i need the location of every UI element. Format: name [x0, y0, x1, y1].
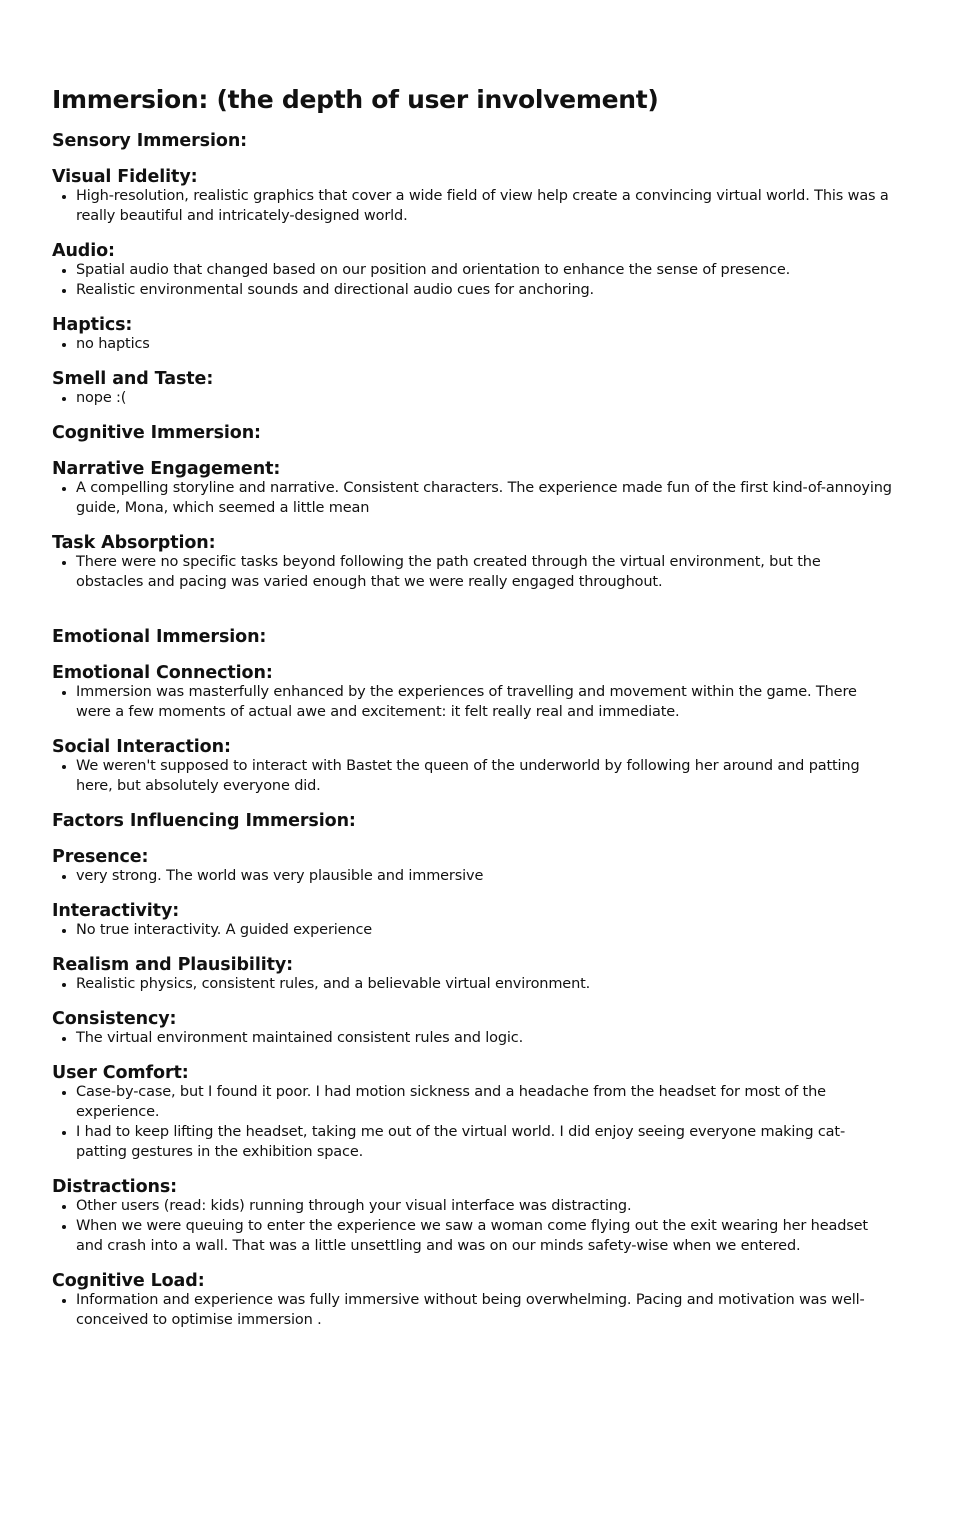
- bullet-list: [52, 756, 892, 796]
- subsection-heading: Realism and Plausibility:: [52, 955, 294, 975]
- list-item: • Case-by-case, but I found it poor. I had motion sickness and a headache from the headset for most of the experience.: [76, 1082, 892, 1122]
- subsection-block: [52, 1270, 892, 1330]
- subsection-block: [52, 1062, 892, 1162]
- page-title: Immersion: (the depth of user involvement): [52, 85, 659, 114]
- list-item: • Other users (read: kids) running through your visual interface was distracting.: [76, 1196, 892, 1216]
- list-item: • Information and experience was fully immersive without being overwhelming. Pacing and motivation was well-conceived to optimise immersion .: [76, 1290, 892, 1330]
- subsection-block: [52, 458, 892, 518]
- section-heading: Cognitive Immersion:: [52, 423, 261, 443]
- list-item: • When we were queuing to enter the experience we saw a woman come flying out the exit wearing her headset and crash into a wall. That was a little unsettling and was on our minds safety-wise when we entered.: [76, 1216, 892, 1256]
- bullet-list: [52, 1082, 892, 1162]
- subsection-heading: Narrative Engagement:: [52, 459, 281, 479]
- bullet-list: [52, 682, 892, 722]
- list-item: • High-resolution, realistic graphics that cover a wide field of view help create a convincing virtual world. This was a really beautiful and intricately-designed world.: [76, 186, 892, 226]
- subsection-block: [52, 240, 892, 300]
- list-item: • nope :(: [76, 388, 892, 408]
- section-heading-block: [52, 810, 892, 832]
- section-heading: Emotional Immersion:: [52, 627, 267, 647]
- bullet-list: [52, 1290, 892, 1330]
- spacer: [52, 606, 892, 626]
- section-heading: Sensory Immersion:: [52, 131, 248, 151]
- subsection-heading: Emotional Connection:: [52, 663, 273, 683]
- bullet-list: [52, 334, 892, 354]
- subsection-block: [52, 900, 892, 940]
- list-item: • very strong. The world was very plausible and immersive: [76, 866, 892, 886]
- sections-container: [52, 130, 892, 1330]
- subsection-block: [52, 846, 892, 886]
- subsection-block: [52, 662, 892, 722]
- bullet-list: [52, 478, 892, 518]
- subsection-heading: Smell and Taste:: [52, 369, 214, 389]
- subsection-heading: Audio:: [52, 241, 115, 261]
- bullet-list: [52, 1196, 892, 1256]
- subsection-heading: Cognitive Load:: [52, 1271, 205, 1291]
- list-item: • There were no specific tasks beyond following the path created through the virtual environment, but the obstacles and pacing was varied enough that we were really engaged throughout.: [76, 552, 892, 592]
- subsection-block: [52, 1176, 892, 1256]
- list-item: • A compelling storyline and narrative. Consistent characters. The experience made fun of the first kind-of-annoying guide, Mona, which seemed a little mean: [76, 478, 892, 518]
- document: [52, 84, 892, 1344]
- subsection-heading: Consistency:: [52, 1009, 177, 1029]
- bullet-list: [52, 920, 892, 940]
- subsection-heading: User Comfort:: [52, 1063, 189, 1083]
- bullet-list: [52, 974, 892, 994]
- subsection-block: [52, 368, 892, 408]
- bullet-list: [52, 260, 892, 300]
- subsection-heading: Task Absorption:: [52, 533, 216, 553]
- list-item: • Spatial audio that changed based on our position and orientation to enhance the sense of presence.: [76, 260, 892, 280]
- subsection-heading: Social Interaction:: [52, 737, 231, 757]
- subsection-block: [52, 314, 892, 354]
- list-item: • Realistic physics, consistent rules, and a believable virtual environment.: [76, 974, 892, 994]
- bullet-list: [52, 866, 892, 886]
- subsection-block: [52, 166, 892, 226]
- subsection-block: [52, 736, 892, 796]
- subsection-heading: Distractions:: [52, 1177, 178, 1197]
- subsection-block: [52, 532, 892, 592]
- subsection-heading: Haptics:: [52, 315, 133, 335]
- subsection-block: [52, 1008, 892, 1048]
- list-item: • No true interactivity. A guided experience: [76, 920, 892, 940]
- bullet-list: [52, 388, 892, 408]
- subsection-heading: Visual Fidelity:: [52, 167, 198, 187]
- list-item: • The virtual environment maintained consistent rules and logic.: [76, 1028, 892, 1048]
- section-heading: Factors Influencing Immersion:: [52, 811, 356, 831]
- bullet-list: [52, 552, 892, 592]
- list-item: • Immersion was masterfully enhanced by the experiences of travelling and movement within the game. There were a few moments of actual awe and excitement: it felt really real and immediate.: [76, 682, 892, 722]
- list-item: • no haptics: [76, 334, 892, 354]
- list-item: • Realistic environmental sounds and directional audio cues for anchoring.: [76, 280, 892, 300]
- list-item: • I had to keep lifting the headset, taking me out of the virtual world. I did enjoy seeing everyone making cat-patting gestures in the exhibition space.: [76, 1122, 892, 1162]
- subsection-heading: Interactivity:: [52, 901, 180, 921]
- list-item: • We weren't supposed to interact with Bastet the queen of the underworld by following her around and patting here, but absolutely everyone did.: [76, 756, 892, 796]
- bullet-list: [52, 1028, 892, 1048]
- section-heading-block: [52, 422, 892, 444]
- subsection-heading: Presence:: [52, 847, 149, 867]
- section-heading-block: [52, 626, 892, 648]
- bullet-list: [52, 186, 892, 226]
- subsection-block: [52, 954, 892, 994]
- section-heading-block: [52, 130, 892, 152]
